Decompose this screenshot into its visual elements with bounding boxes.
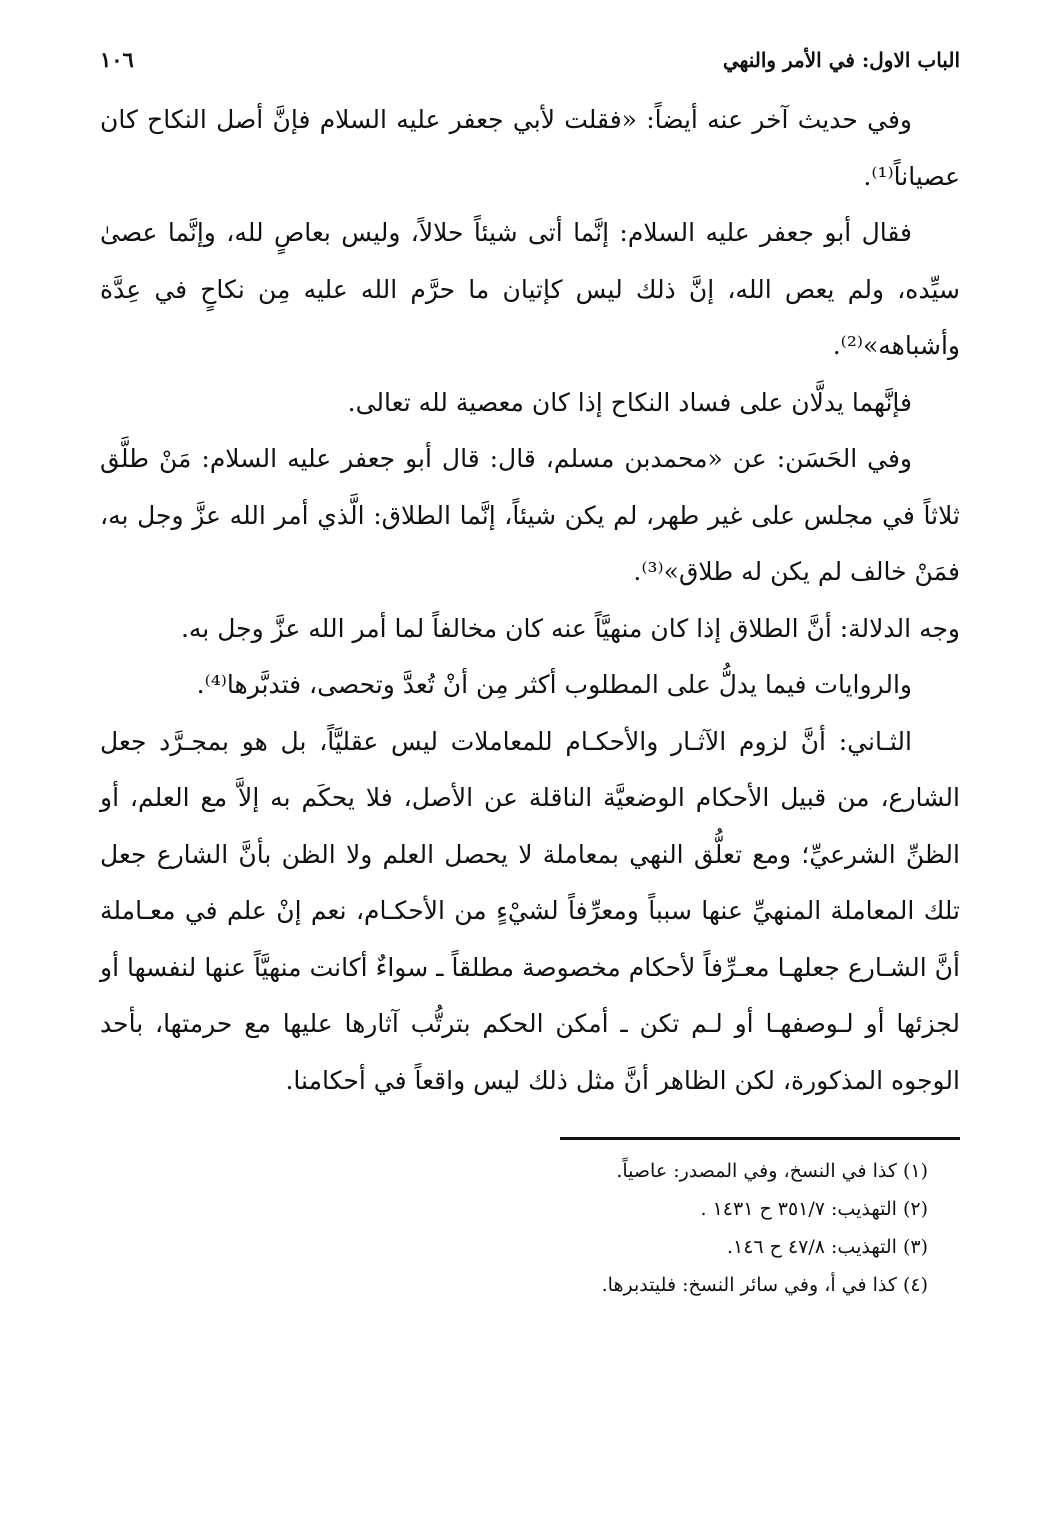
paragraph: وجه الدلالة: أنَّ الطلاق إذا كان منهيَّاً عنه كان مخالفاً لما أمر الله عزَّ وجل به. — [180, 613, 960, 643]
footnote-separator — [560, 1137, 960, 1140]
body-text — [100, 92, 960, 1109]
paragraph: وفي حديث آخر عنه أيضاً: «فقلت لأبي جعفر عليه السلام فإنَّ أصل النكاح كان عصياناً⁽¹⁾. — [100, 105, 960, 191]
footnote: (١) كذا في النسخ، وفي المصدر: عاصياً. — [616, 1160, 928, 1182]
paragraph: فقال أبو جعفر عليه السلام: إنَّما أتى شيئاً حلالاً، وليس بعاصٍ لله، وإنَّما عصىٰ سيِّده، ولم يعص الله، إنَّ ذلك ليس كإتيان ما حرَّم الله عليه مِن نكاحٍ في عِدَّة وأشباهه»⁽²⁾. — [100, 218, 960, 360]
footnote: (٣) التهذيب: ٤٧/٨ ح ١٤٦. — [726, 1236, 928, 1258]
paragraph: وفي الحَسَن: عن «محمدبن مسلم، قال: قال أبو جعفر عليه السلام: مَنْ طلَّق ثلاثاً في مجلس على غير طهر، لم يكن شيئاً، إنَّما الطلاق: الَّذي أمر الله عزَّ وجل به، فمَنْ خالف لم يكن له طلاق»⁽³⁾. — [100, 444, 960, 586]
running-title: الباب الاول: في الأمر والنهي — [722, 48, 960, 72]
paragraph: فإنَّهما يدلَّان على فساد النكاح إذا كان معصية لله تعالى. — [347, 387, 912, 417]
paragraph: الثـاني: أنَّ لزوم الآثـار والأحكـام للمعاملات ليس عقليَّاً، بل هو بمجـرَّد جعل الشارع، من قبيل الأحكام الوضعيَّة الناقلة عن الأصل، فلا يحكَم به إلاَّ مع العلم، أو الظنِّ الشرعيِّ؛ ومع تعلُّق النهي بمعاملة لا يحصل العلم ولا الظن بأنَّ الشارع جعل تلك المعاملة المنهيِّ عنها سبباً ومعرِّفاً لشيْءٍ من الأحكـام، نعم إنْ علم في معـاملة أنَّ الشـارع جعلهـا معـرِّفاً لأحكام مخصوصة مطلقاً ـ سواءٌ أكانت منهيَّاً عنها لنفسها أو لجزئها أو لـوصفهـا أو لـم تكن ـ أمكن الحكم بترتُّب آثارها عليها مع حرمتها، بأحد الوجوه المذكورة، لكن الظاهر أنَّ مثل ذلك ليس واقعاً في أحكامنا. — [100, 726, 960, 1095]
footnote: (٤) كذا في أ، وفي سائر النسخ: فليتدبرها. — [601, 1274, 928, 1296]
page-number: ١٠٦ — [100, 47, 134, 72]
footnote: (٢) التهذيب: ٣٥١/٧ ح ١٤٣١ . — [700, 1198, 928, 1220]
page-header — [100, 36, 960, 84]
paragraph: والروايات فيما يدلُّ على المطلوب أكثر مِن أنْ تُعدَّ وتحصى، فتدبَّرها⁽⁴⁾. — [196, 670, 912, 699]
footnotes — [100, 1152, 960, 1304]
document-page — [100, 36, 960, 1304]
